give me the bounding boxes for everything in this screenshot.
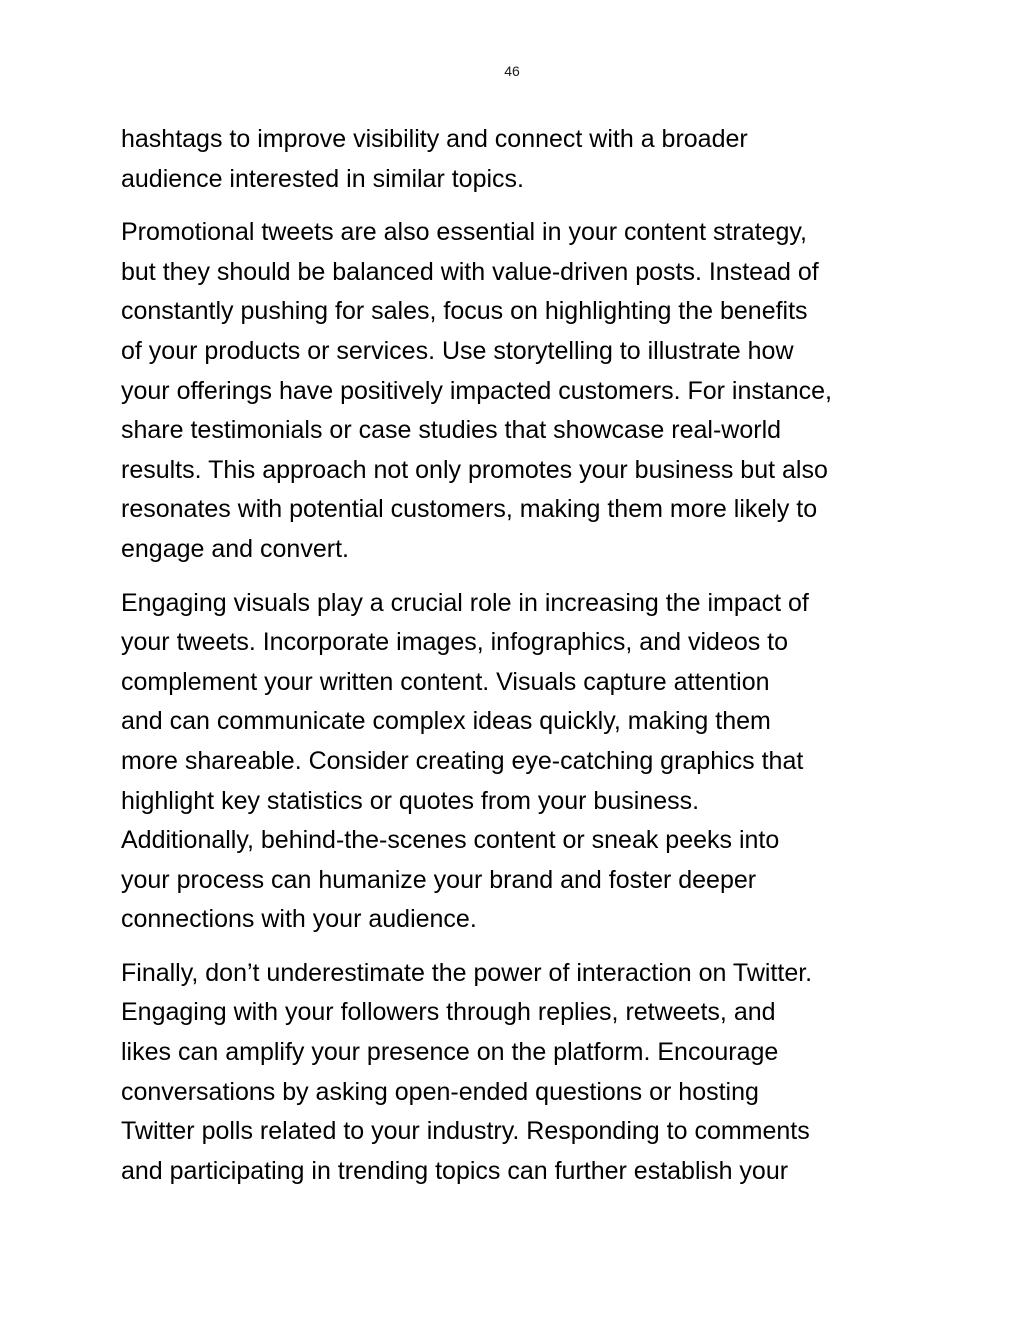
text-line: Promotional tweets are also essential in your content strategy, [121, 218, 807, 247]
text-line: conversations by asking open-ended questions or hosting [121, 1077, 759, 1106]
body-text [121, 120, 911, 1205]
text-line: but they should be balanced with value-driven posts. Instead of [121, 257, 819, 286]
text-line: and can communicate complex ideas quickly, making them [121, 707, 771, 736]
text-line: results. This approach not only promotes your business but also [121, 455, 828, 484]
text-line: your process can humanize your brand and foster deeper [121, 865, 757, 894]
text-line: Engaging with your followers through replies, retweets, and [121, 998, 776, 1027]
text-line: your offerings have positively impacted customers. For instance, [121, 376, 832, 405]
paragraph-interaction [121, 954, 911, 1192]
text-line: likes can amplify your presence on the platform. Encourage [121, 1038, 779, 1067]
text-line: more shareable. Consider creating eye-catching graphics that [121, 746, 804, 775]
text-line: of your products or services. Use storytelling to illustrate how [121, 336, 794, 365]
text-line: engage and convert. [121, 534, 349, 563]
paragraph-engaging-visuals [121, 584, 911, 940]
text-line: Additionally, behind-the-scenes content or sneak peeks into [121, 826, 780, 855]
text-line: Finally, don’t underestimate the power of interaction on Twitter. [121, 958, 813, 987]
text-line: audience interested in similar topics. [121, 164, 524, 193]
text-line: hashtags to improve visibility and connect with a broader [121, 125, 748, 153]
text-line: highlight key statistics or quotes from your business. [121, 786, 700, 815]
text-line: and participating in trending topics can further establish your [121, 1156, 789, 1185]
text-line: constantly pushing for sales, focus on highlighting the benefits [121, 297, 808, 326]
text-line: connections with your audience. [121, 905, 477, 934]
text-line: resonates with potential customers, making them more likely to [121, 495, 818, 524]
page-number: 46 [504, 63, 520, 79]
text-line: Twitter polls related to your industry. Responding to comments [121, 1117, 810, 1146]
text-line: complement your written content. Visuals capture attention [121, 667, 770, 696]
text-line: share testimonials or case studies that showcase real-world [121, 416, 782, 445]
paragraph-promotional-tweets [121, 213, 911, 569]
paragraph-hashtags [121, 120, 911, 199]
text-line: Engaging visuals play a crucial role in increasing the impact of [121, 588, 809, 617]
text-line: your tweets. Incorporate images, infographics, and videos to [121, 628, 789, 657]
